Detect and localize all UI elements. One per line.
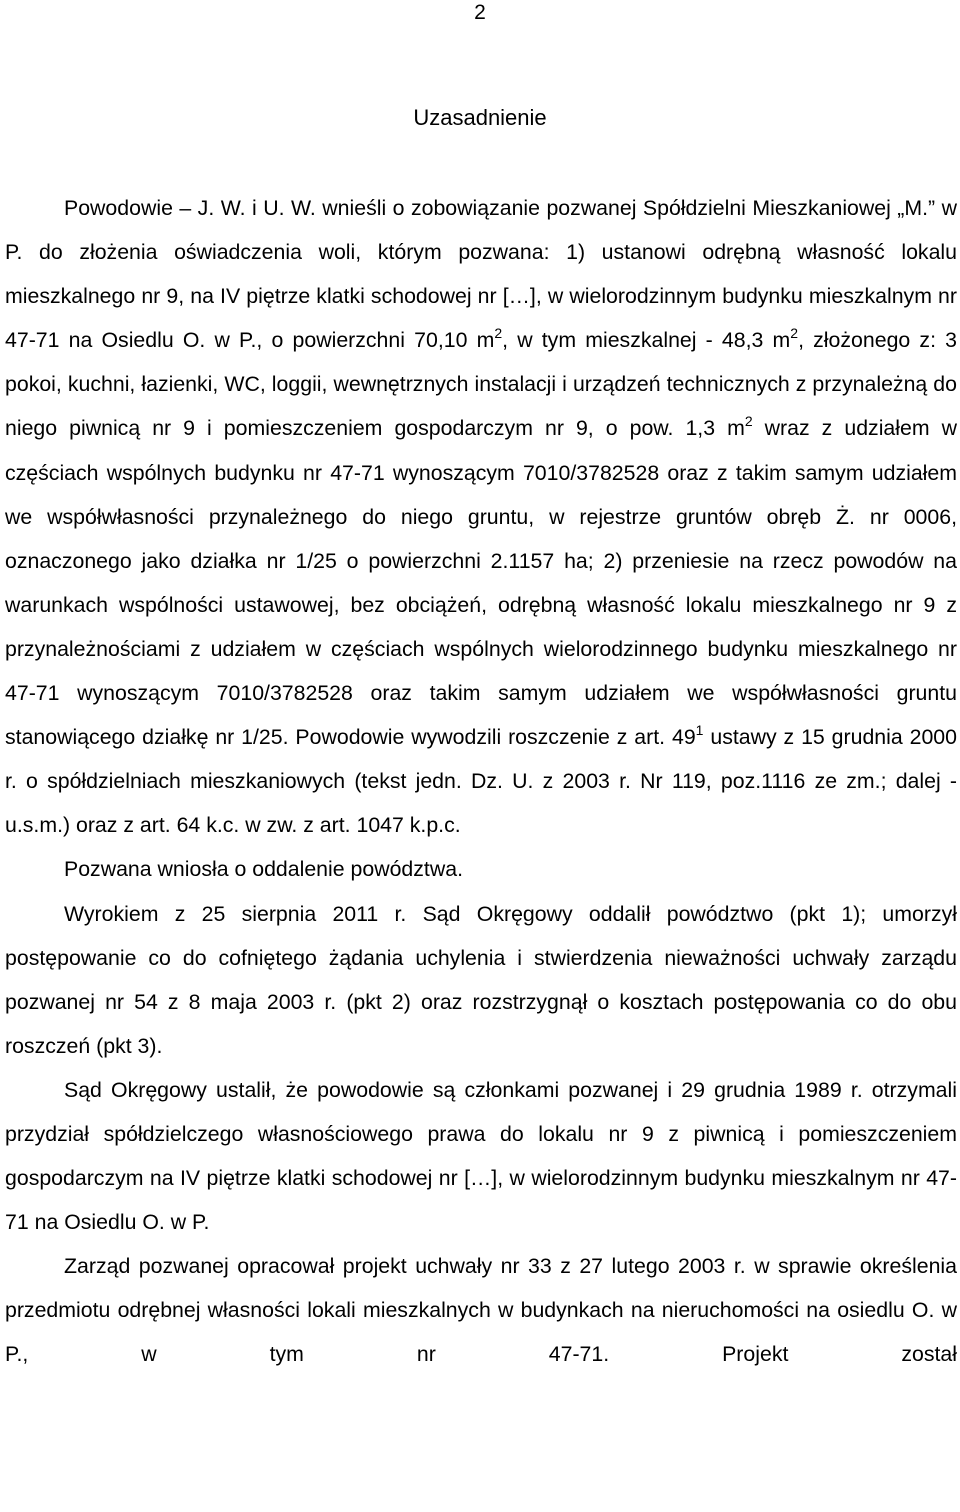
document-body [5, 186, 957, 1377]
superscript-m2-3: 2 [744, 413, 753, 430]
paragraph-judgment: Wyrokiem z 25 sierpnia 2011 r. Sąd Okręgowy oddalił powództwo (pkt 1); umorzył postępowanie co do cofniętego żądania uchylenia i stwierdzenia nieważności uchwały zarządu pozwanej nr 54 z 8 maja 2003 r. (pkt 2) oraz rozstrzygnął o kosztach postępowania co do obu roszczeń (pkt 3). [5, 901, 957, 1058]
paragraph-claim-text-e: ustawy z 15 grudnia 2000 r. o spółdzielniach mieszkaniowych (tekst jedn. Dz. U. z 2003 r. Nr 119, poz.1116 ze zm.; dalej - u.s.m.) oraz z art. 64 k.c. w zw. z art. 1047 k.p.c. [5, 725, 957, 838]
document-title: Uzasadnienie [413, 105, 547, 130]
superscript-m2-1: 2 [494, 325, 503, 342]
paragraph-claim-text-c: , złożonego z: 3 pokoi, kuchni, łazienki, WC, loggii, wewnętrznych instalacji i urządzeń technicznych z przynależną do niego piwnicą nr 9 i pomieszczeniem gospodarczym nr 9, o pow. 1,3 m [5, 328, 957, 441]
paragraph-claim-text-d: wraz z udziałem w częściach wspólnych budynku nr 47-71 wynoszącym 7010/3782528 oraz z takim samym udziałem we współwłasności przynależnego do niego gruntu, w rejestrze gruntów obręb Ż. nr 0006, oznaczonego jako działka nr 1/25 o powierzchni 2.1157 ha; 2) przeniesie na rzecz powodów na warunkach wspólności ustawowej, bez obciążeń, odrębną własność lokalu mieszkalnego nr 9 z przynależnościami z udziałem w częściach wspólnych wielorodzinnego budynku mieszkalnego nr 47-71 wynoszącym 7010/3782528 oraz takim samym udziałem we współwłasności gruntu stanowiącego działkę nr 1/25. Powodowie wywodzili roszczenie z art. 49 [5, 416, 957, 750]
paragraph-claim [5, 186, 957, 847]
superscript-m2-2: 2 [790, 325, 799, 342]
page-number: 2 [474, 1, 486, 24]
paragraph-findings: Sąd Okręgowy ustalił, że powodowie są członkami pozwanej i 29 grudnia 1989 r. otrzymali przydział spółdzielczego własnościowego prawa do lokalu nr 9 z piwnicą i pomieszczeniem gospodarczym na IV piętrze klatki schodowej nr […], w wielorodzinnym budynku mieszkalnym nr 47-71 na Osiedlu O. w P. [5, 1077, 957, 1235]
paragraph-defendant-motion: Pozwana wniosła o oddalenie powództwa. [64, 857, 463, 882]
paragraph-claim-text-b: , w tym mieszkalnej - 48,3 m [502, 328, 791, 353]
paragraph-resolution-draft: Zarząd pozwanej opracował projekt uchwały nr 33 z 27 lutego 2003 r. w sprawie określenia przedmiotu odrębnej własności lokali mieszkalnych w budynkach na nieruchomości na osiedlu O. w P., w tym nr 47-71. Projekt został [5, 1254, 957, 1367]
paragraph-claim-text-a: Powodowie – J. W. i U. W. wnieśli o zobowiązanie pozwanej Spółdzielni Mieszkaniowej „M.” w P. do złożenia oświadczenia woli, którym pozwana: 1) ustanowi odrębną własność lokalu mieszkalnego nr 9, na IV piętrze klatki schodowej nr […], w wielorodzinnym budynku mieszkalnym nr 47-71 na Osiedlu O. w P., o powierzchni 70,10 m [5, 196, 957, 353]
superscript-art-49: 1 [695, 722, 704, 739]
